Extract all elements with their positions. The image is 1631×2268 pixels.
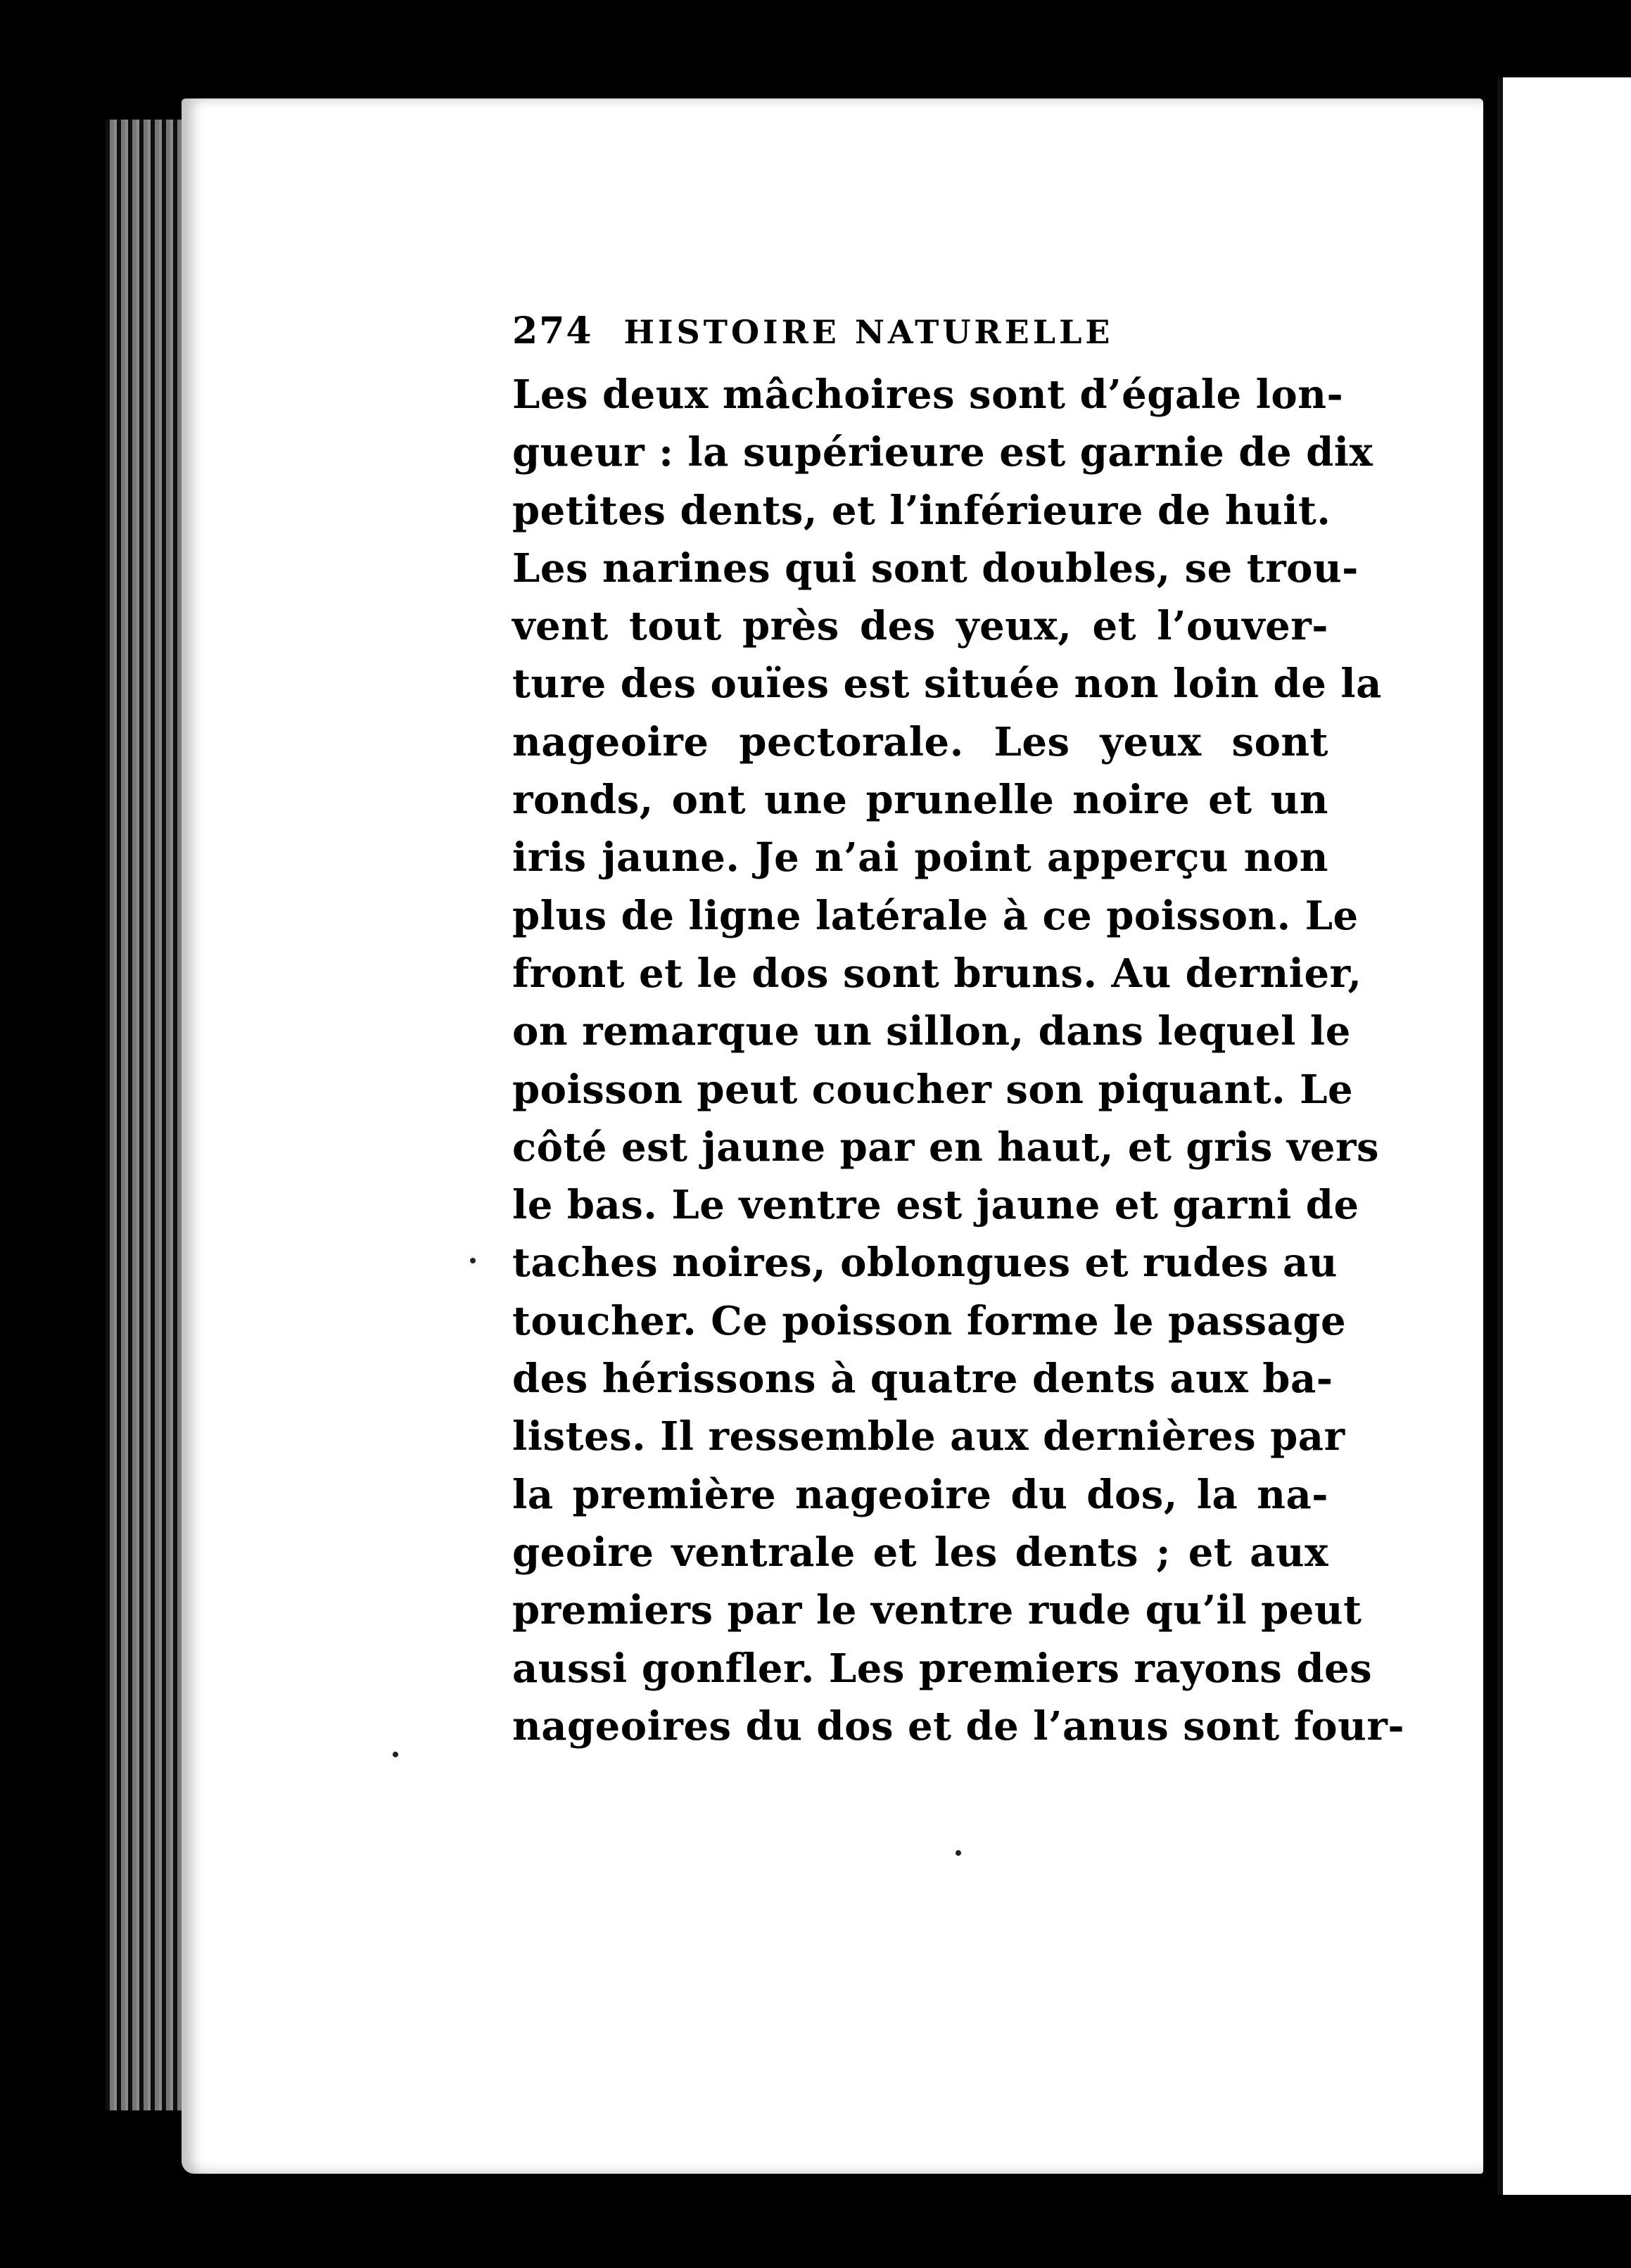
- text-line: Les deux mâchoires sont d’égale lon-: [512, 371, 1344, 418]
- text-line: vent tout près des yeux, et l’ouver-: [512, 603, 1328, 650]
- body-paragraph: [512, 366, 1405, 1755]
- text-line: front et le dos sont bruns. Au dernier,: [512, 950, 1362, 997]
- text-line: iris jaune. Je n’ai point apperçu non: [512, 834, 1328, 881]
- ink-speck: [470, 1258, 476, 1263]
- text-line: ture des ouïes est située non loin de la: [512, 661, 1382, 708]
- facing-page-edge: [1497, 77, 1631, 2195]
- text-line: le bas. Le ventre est jaune et garni de: [512, 1182, 1359, 1229]
- text-line: plus de ligne latérale à ce poisson. Le: [512, 892, 1359, 939]
- page-text: [512, 310, 1405, 1755]
- text-line: toucher. Ce poisson forme le passage: [512, 1297, 1347, 1344]
- text-line: on remarque un sillon, dans lequel le: [512, 1008, 1351, 1055]
- ink-speck: [956, 1850, 961, 1856]
- running-title: HISTOIRE NATURELLE: [623, 313, 1114, 351]
- text-line: ronds, ont une prunelle noire et un: [512, 777, 1328, 824]
- running-head: [512, 310, 1328, 360]
- text-line: geoire ventrale et les dents ; et aux: [512, 1529, 1328, 1576]
- text-line: nageoire pectorale. Les yeux sont: [512, 718, 1328, 765]
- text-line: poisson peut coucher son piquant. Le: [512, 1066, 1354, 1113]
- text-line: nageoires du dos et de l’anus sont four-: [512, 1702, 1405, 1750]
- text-line: gueur : la supérieure est garnie de dix: [512, 429, 1373, 476]
- text-line: côté est jaune par en haut, et gris vers: [512, 1123, 1380, 1171]
- text-line: des hérissons à quatre dents aux ba-: [512, 1356, 1333, 1403]
- text-line: petites dents, et l’inférieure de huit.: [512, 487, 1331, 534]
- page-number: 274: [512, 310, 593, 352]
- ink-speck: [393, 1752, 398, 1757]
- text-line: la première nageoire du dos, la na-: [512, 1471, 1328, 1518]
- text-line: listes. Il ressemble aux dernières par: [512, 1413, 1345, 1460]
- book-page-edges: [106, 120, 190, 2110]
- text-line: Les narines qui sont doubles, se trou-: [512, 544, 1359, 592]
- text-line: aussi gonfler. Les premiers rayons des: [512, 1645, 1373, 1692]
- text-line: premiers par le ventre rude qu’il peut: [512, 1587, 1362, 1634]
- text-line: taches noires, oblongues et rudes au: [512, 1240, 1338, 1287]
